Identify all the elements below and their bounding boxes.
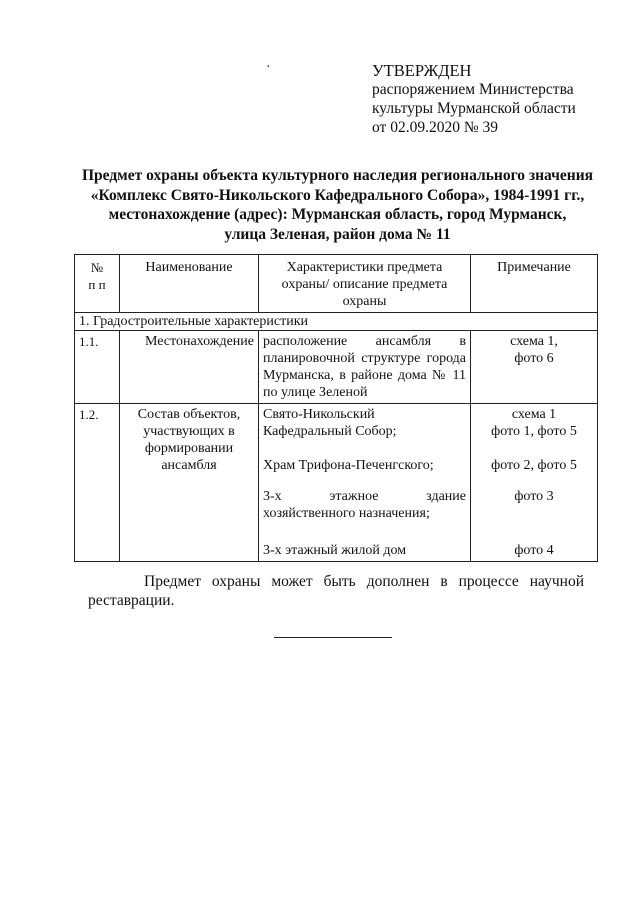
approval-block bbox=[372, 61, 576, 137]
row-note: фото 2, фото 5 bbox=[491, 458, 577, 473]
row-number: 1.1. bbox=[75, 331, 120, 404]
table-row bbox=[75, 331, 598, 404]
header-characteristics: Характеристики предмета охраны/ описание предмета охраны bbox=[259, 255, 471, 313]
title-line: улица Зеленая, район дома № 11 bbox=[224, 225, 451, 243]
table-row bbox=[75, 404, 598, 562]
title-line: Предмет охраны объекта культурного наследия регионального значения bbox=[81, 167, 594, 184]
title-line: «Комплекс Свято-Никольского Кафедрального Собора», 1984-1991 гг., bbox=[90, 186, 585, 204]
document-title bbox=[60, 166, 615, 244]
row-name: Состав объектов, участвующих в формировании ансамбля bbox=[120, 404, 259, 562]
approval-line: распоряжением Министерства bbox=[372, 81, 574, 98]
protection-table bbox=[74, 254, 598, 562]
approval-line: культуры Мурманской области bbox=[372, 100, 576, 117]
row-characteristics: расположение ансамбля в планировочной структуре города Мурманска, в районе дома № 11 по улице Зеленой bbox=[259, 331, 471, 404]
table-section-row bbox=[75, 313, 598, 331]
row-note: фото 4 bbox=[514, 543, 554, 558]
approval-word: УТВЕРЖДЕН bbox=[372, 61, 472, 80]
section-label: 1. Градостроительные характеристики bbox=[75, 313, 598, 331]
header-number-abbr: п п bbox=[88, 277, 106, 292]
title-line: местонахождение (адрес): Мурманская область, город Мурманск, bbox=[108, 206, 567, 223]
row-note: схема 1 bbox=[511, 407, 557, 422]
row-name: Местонахождение bbox=[120, 331, 259, 404]
row-note: фото 1, фото 5 bbox=[491, 424, 577, 439]
characteristic-item: 3-х этажное здание хозяйственного назначения; bbox=[263, 489, 466, 521]
row-note: фото 3 bbox=[514, 489, 554, 504]
approval-line: от 02.09.2020 № 39 bbox=[372, 119, 498, 136]
characteristic-item: Храм Трифона-Печенгского; bbox=[263, 458, 434, 473]
row-note: схема 1, bbox=[510, 334, 558, 349]
signature-line bbox=[274, 637, 392, 638]
row-number: 1.2. bbox=[75, 404, 120, 562]
stray-mark: · bbox=[266, 60, 271, 75]
row-notes bbox=[471, 331, 598, 404]
row-characteristics bbox=[259, 404, 471, 562]
characteristic-item: 3-х этажный жилой дом bbox=[263, 543, 407, 558]
footer-note: Предмет охраны может быть дополнен в процессе научной реставрации. bbox=[88, 573, 584, 609]
header-name: Наименование bbox=[120, 255, 259, 313]
header-note: Примечание bbox=[471, 255, 598, 313]
header-number-symbol: № bbox=[90, 260, 104, 275]
row-notes bbox=[471, 404, 598, 562]
header-number bbox=[75, 255, 120, 313]
row-note: фото 6 bbox=[514, 351, 554, 366]
table-header-row bbox=[75, 255, 598, 313]
characteristic-item: Свято-Никольский Кафедральный Собор; bbox=[263, 407, 397, 439]
